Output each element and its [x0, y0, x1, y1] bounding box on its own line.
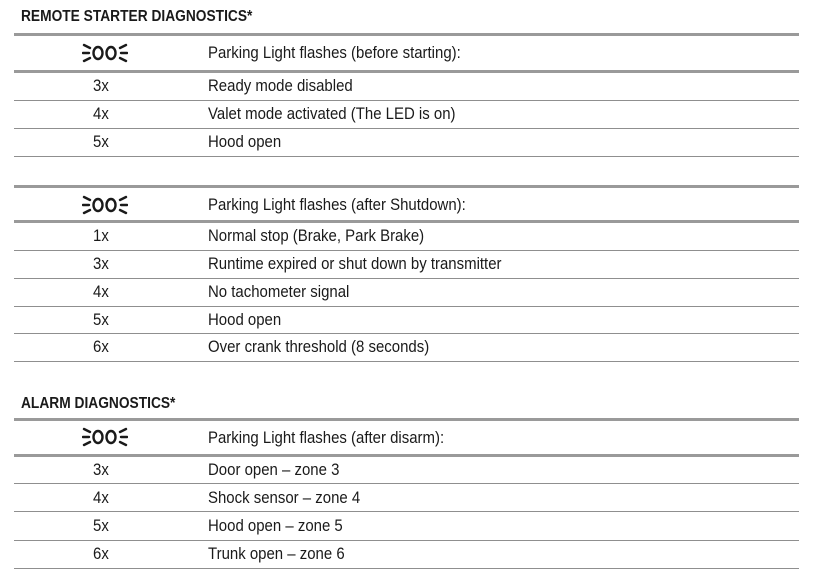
table-header-label: Parking Light flashes (before starting):: [208, 43, 461, 62]
flash-count: 6x: [93, 544, 109, 563]
flash-count: 4x: [93, 282, 109, 301]
flash-description: Shock sensor – zone 4: [208, 488, 361, 507]
rule: [14, 33, 799, 36]
flash-count: 4x: [93, 104, 109, 123]
rule: [14, 100, 799, 101]
flash-description: Hood open: [208, 310, 282, 329]
table-after-disarm: [14, 418, 799, 570]
rule: [14, 278, 799, 279]
flash-description: Normal stop (Brake, Park Brake): [208, 226, 425, 245]
parking-light-flash-icon: [82, 193, 128, 217]
flash-count: 5x: [93, 310, 109, 329]
flash-count: 3x: [93, 76, 109, 95]
flash-description: Hood open: [208, 132, 282, 151]
flash-description: No tachometer signal: [208, 282, 350, 301]
flash-count: 1x: [93, 226, 109, 245]
table-before-starting: [14, 33, 799, 158]
rule: [14, 333, 799, 334]
parking-light-flash-icon: [82, 425, 128, 449]
rule: [14, 483, 799, 484]
flash-count: 3x: [93, 460, 109, 479]
flash-count: 3x: [93, 254, 109, 273]
rule: [14, 250, 799, 251]
table-header-label: Parking Light flashes (after Shutdown):: [208, 195, 466, 214]
flash-count: 6x: [93, 337, 109, 356]
flash-count: 4x: [93, 488, 109, 507]
rule: [14, 128, 799, 129]
flash-description: Ready mode disabled: [208, 76, 353, 95]
section-title-alarm: ALARM DIAGNOSTICS*: [21, 395, 176, 412]
rule: [14, 568, 799, 569]
flash-description: Over crank threshold (8 seconds): [208, 337, 430, 356]
rule: [14, 540, 799, 541]
rule: [14, 511, 799, 512]
rule: [14, 418, 799, 421]
flash-description: Trunk open – zone 6: [208, 544, 345, 563]
flash-count: 5x: [93, 516, 109, 535]
rule: [14, 185, 799, 188]
rule: [14, 361, 799, 362]
flash-description: Door open – zone 3: [208, 460, 340, 479]
table-header-label: Parking Light flashes (after disarm):: [208, 428, 445, 447]
flash-description: Runtime expired or shut down by transmitter: [208, 254, 502, 273]
parking-light-flash-icon: [82, 41, 128, 65]
rule: [14, 70, 799, 73]
flash-description: Valet mode activated (The LED is on): [208, 104, 456, 123]
rule: [14, 306, 799, 307]
rule: [14, 220, 799, 223]
flash-count: 5x: [93, 132, 109, 151]
table-after-shutdown: [14, 185, 799, 363]
rule: [14, 156, 799, 157]
rule: [14, 454, 799, 457]
flash-description: Hood open – zone 5: [208, 516, 343, 535]
section-title-remote-starter: REMOTE STARTER DIAGNOSTICS*: [21, 8, 253, 25]
